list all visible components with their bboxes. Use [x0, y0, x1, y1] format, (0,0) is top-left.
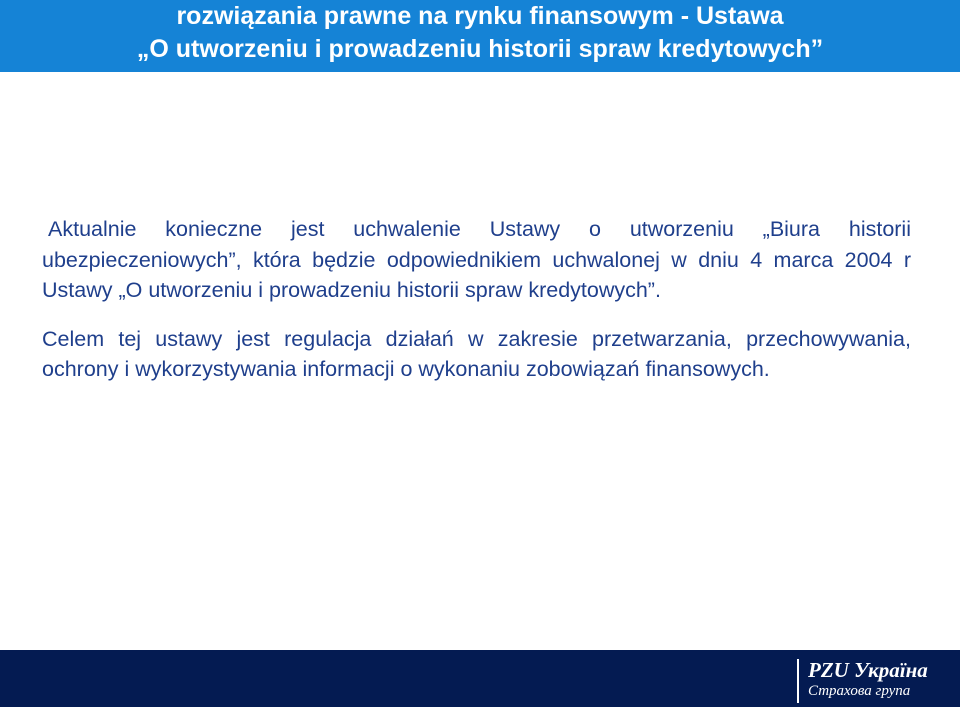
logo-tagline: Страхова група — [808, 683, 911, 699]
paragraph-1: Aktualnie konieczne jest uchwalenie Ustawy o utworzeniu „Biura historii ubezpieczeniowych”, która będzie odpowiednikiem uchwalonej w dniu 4 marca 2004 r Ustawy „O utworzeniu i prowadzeniu historii spraw kredytowych”. — [42, 217, 911, 302]
logo-name: PZU Україна — [808, 658, 928, 682]
paragraph-2: Celem tej ustawy jest regulacja działań w zakresie przetwarzania, przechowywania, ochrony i wykorzystywania informacji o wykonaniu zobowiązań finansowych. — [42, 326, 911, 381]
title-bar — [0, 0, 960, 72]
slide-content — [42, 214, 911, 385]
slide-title-line-1: rozwiązania prawne na rynku finansowym - Ustawa — [176, 2, 784, 30]
slide-title-line-2: „O utworzeniu i prowadzeniu historii spraw kredytowych” — [136, 35, 824, 63]
pzu-logo — [797, 659, 928, 703]
